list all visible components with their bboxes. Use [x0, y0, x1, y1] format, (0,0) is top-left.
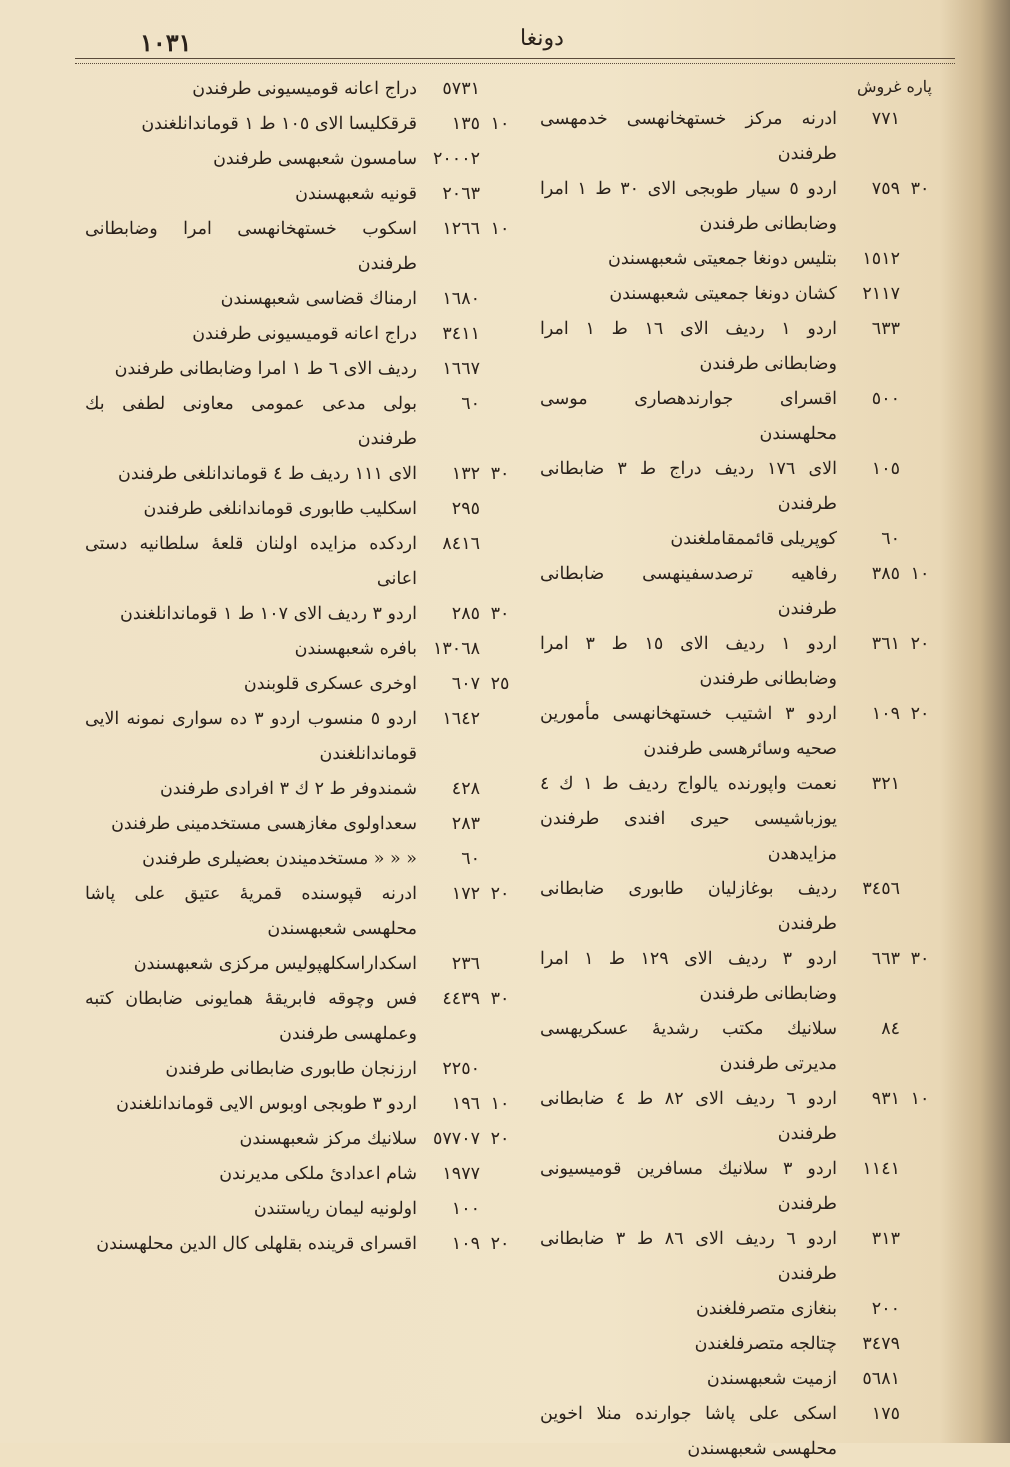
- header-rule: [75, 58, 955, 64]
- entry-description: رديف الاى ٦ ط ١ امرا وضابطانى طرفندن: [114, 359, 417, 379]
- ledger-entry: [540, 102, 940, 172]
- currency-heading: پاره غروش: [857, 77, 932, 96]
- entry-amount: ١٠٥: [871, 459, 900, 479]
- entry-amount: ١٣٢: [451, 464, 480, 484]
- entry-amount: ٣٤٧٩: [862, 1334, 900, 1354]
- entry-description: رفاهيه ترصدسفينهسى ضابطانى طرفندن: [540, 564, 837, 619]
- entry-description: بنغازى متصرفلغندن: [695, 1299, 837, 1319]
- entry-description: ازميت شعبهسندن: [706, 1369, 837, 1389]
- entry-description: ادرنه مركز خستهخانهسى خدمهسى طرفندن: [540, 109, 837, 164]
- entry-description: قونيه شعبهسندن: [295, 184, 417, 204]
- entry-amount: ١٩٧٧: [442, 1164, 480, 1184]
- entry-amount: ٢٠٠: [871, 1299, 900, 1319]
- entry-description: دراج اعانه قوميسيونى طرفندن: [192, 79, 417, 99]
- ledger-entry: [540, 522, 940, 557]
- entry-description: اردو ٣ سلانيك مسافرين قوميسيونى طرفندن: [540, 1159, 837, 1214]
- ledger-entry: [540, 872, 940, 942]
- entry-amount: ١٠٩: [871, 704, 900, 724]
- entry-amount: ١٦٤٢: [442, 709, 480, 729]
- entry-description: اردو ٣ طوبجى اوبوس الايى قوماندانلغندن: [116, 1094, 417, 1114]
- entry-description: اردو ١ رديف الاى ١٥ ط ٣ امرا وضابطانى طرفندن: [540, 634, 837, 689]
- page-number: ١٠٣١: [140, 28, 192, 57]
- entry-amount: ١٣٥: [451, 114, 480, 134]
- entry-amount: ٢١١٧: [862, 284, 900, 304]
- entry-piastres: ٣٠: [490, 464, 510, 484]
- ledger-entry: [85, 1087, 520, 1122]
- entry-amount: ٧٥٩: [871, 179, 900, 199]
- entry-description: اردو ٦ رديف الاى ٨٦ ط ٣ ضابطانى طرفندن: [540, 1229, 837, 1284]
- ledger-entry: [85, 1122, 520, 1157]
- entry-amount: ٣٨٥: [871, 564, 900, 584]
- entry-piastres: ٢٠: [910, 634, 930, 654]
- ledger-entry: [540, 1152, 940, 1222]
- right-entries-list: [540, 102, 940, 1467]
- ledger-entry: [540, 1362, 940, 1397]
- entry-description: بتليس دونغا جمعيتى شعبهسندن: [607, 249, 837, 269]
- entry-piastres: ١٠: [490, 1094, 510, 1114]
- entry-description: قرقكليسا الاى ١٠٥ ط ١ قوماندانلغندن: [141, 114, 417, 134]
- entry-amount: ٨٤: [881, 1019, 900, 1039]
- entry-description: سلانيك مركز شعبهسندن: [239, 1129, 417, 1149]
- entry-amount: ٦٠: [461, 849, 480, 869]
- ledger-entry: [85, 842, 520, 877]
- entry-piastres: ٣٠: [910, 949, 930, 969]
- entry-description: بافره شعبهسندن: [294, 639, 417, 659]
- entry-description: اردو ٣ رديف الاى ١٠٧ ط ١ قوماندانلغندن: [120, 604, 417, 624]
- entry-amount: ١١٤١: [862, 1159, 900, 1179]
- entry-amount: ١٧٢: [451, 884, 480, 904]
- ledger-entry: [85, 1052, 520, 1087]
- ledger-entry: [85, 702, 520, 772]
- entry-amount: ٥٦٨١: [862, 1369, 900, 1389]
- ledger-entry: [85, 457, 520, 492]
- ledger-entry: [85, 177, 520, 212]
- entry-piastres: ١٠: [490, 114, 510, 134]
- entry-description: اسكى على پاشا جوارنده منلا اخوين محلهسى شعبهسندن: [540, 1404, 837, 1459]
- entry-description: الاى ١١١ رديف ط ٤ قوماندانلغى طرفندن: [118, 464, 417, 484]
- entry-piastres: ٢٠: [490, 884, 510, 904]
- entry-description: اسكليب طابورى قوماندانلغى طرفندن: [143, 499, 417, 519]
- entry-description: فس وچوقه فابريقهٔ همايونى ضابطان كتبه وعملهسى طرفندن: [85, 989, 417, 1044]
- ledger-entry: [540, 767, 940, 872]
- entry-description: اسكداراسكلهپوليس مركزى شعبهسندن: [133, 954, 417, 974]
- entry-amount: ٦٦٣: [871, 949, 900, 969]
- entry-amount: ٩٣١: [871, 1089, 900, 1109]
- entry-description: اقسراى جوارندهصارى موسى محلهسندن: [540, 389, 837, 444]
- entry-description: اردو ١ رديف الاى ١٦ ط ١ امرا وضابطانى طرفندن: [540, 319, 837, 374]
- entry-amount: ٦٠: [461, 394, 480, 414]
- ledger-entry: [540, 172, 940, 242]
- entry-description: كوپريلى قائممقاملغندن: [670, 529, 837, 549]
- ledger-entry: [540, 1327, 940, 1362]
- ledger-entry: [540, 312, 940, 382]
- entry-description: نعمت واپورنده يالواج رديف ط ١ ك ٤ يوزباشيسى حيرى افندى طرفندن مزايدهدن: [540, 774, 837, 864]
- entry-amount: ٦٠: [881, 529, 900, 549]
- entry-description: شام اعدادئ ملكى مديرندن: [219, 1164, 417, 1184]
- entry-piastres: ٣٠: [490, 604, 510, 624]
- ledger-entry: [85, 807, 520, 842]
- entry-piastres: ٢٠: [910, 704, 930, 724]
- entry-amount: ١٧٥: [871, 1404, 900, 1424]
- ledger-entry: [85, 282, 520, 317]
- entry-amount: ٢٩٥: [451, 499, 480, 519]
- entry-amount: ٥٧٣١: [442, 79, 480, 99]
- ledger-entry: [540, 1012, 940, 1082]
- entry-amount: ٤٤٣٩: [442, 989, 480, 1009]
- running-title: دونغا: [520, 26, 564, 51]
- ledger-entry: [85, 1192, 520, 1227]
- ledger-entry: [85, 772, 520, 807]
- entry-description: اردو ٥ سيار طوبجى الاى ٣٠ ط ١ امرا وضابطانى طرفندن: [540, 179, 837, 234]
- ledger-entry: [540, 557, 940, 627]
- ledger-entry: [85, 947, 520, 982]
- ledger-entry: [85, 1157, 520, 1192]
- entry-description: رديف بوغازليان طابورى ضابطانى طرفندن: [540, 879, 837, 934]
- entry-amount: ١٠٠: [451, 1199, 480, 1219]
- ledger-entry: [540, 452, 940, 522]
- entry-amount: ١٣٠٦٨: [433, 639, 480, 659]
- ledger-entry: [540, 1222, 940, 1292]
- entry-amount: ٦٠٧: [451, 674, 480, 694]
- entry-description: دراج اعانه قوميسيونى طرفندن: [192, 324, 417, 344]
- entry-piastres: ٣٠: [490, 989, 510, 1009]
- entry-amount: ٢٣٦: [451, 954, 480, 974]
- entry-amount: ٤٢٨: [451, 779, 480, 799]
- ledger-entry: [540, 242, 940, 277]
- entry-amount: ٢٢٥٠: [442, 1059, 480, 1079]
- ledger-entry: [85, 387, 520, 457]
- entry-amount: ٢٠٠٠٢: [433, 149, 480, 169]
- entry-amount: ٢٨٣: [451, 814, 480, 834]
- entry-amount: ٣٢١: [871, 774, 900, 794]
- ledger-entry: [85, 352, 520, 387]
- entry-amount: ١٦٨٠: [442, 289, 480, 309]
- entry-amount: ٢٠٦٣: [442, 184, 480, 204]
- ledger-entry: [85, 107, 520, 142]
- entry-amount: ١٩٦: [451, 1094, 480, 1114]
- page-header: [40, 18, 960, 58]
- ledger-entry: [85, 877, 520, 947]
- ledger-entry: [85, 597, 520, 632]
- entry-description: ارمناك قضاسى شعبهسندن: [220, 289, 417, 309]
- entry-piastres: ١٠: [910, 1089, 930, 1109]
- entry-description: سلانيك مكتب رشديهٔ عسكريهسى مديرتى طرفندن: [540, 1019, 837, 1074]
- entry-description: كشان دونغا جمعيتى شعبهسندن: [609, 284, 837, 304]
- entry-amount: ٣٤٥٦: [862, 879, 900, 899]
- entry-piastres: ٢٥: [490, 674, 510, 694]
- entry-amount: ٥٠٠: [871, 389, 900, 409]
- entry-description: « « « مستخدميندن بعضيلرى طرفندن: [142, 849, 417, 869]
- entry-amount: ١٢٦٦: [442, 219, 480, 239]
- entry-description: الاى ١٧٦ رديف دراج ط ٣ ضابطانى طرفندن: [540, 459, 837, 514]
- entry-piastres: ١٠: [910, 564, 930, 584]
- entry-description: اسكوب خستهخانهسى امرا وضابطانى طرفندن: [85, 219, 417, 274]
- ledger-entry: [540, 1082, 940, 1152]
- entry-description: سامسون شعبهسى طرفندن: [213, 149, 417, 169]
- entry-amount: ١٦٦٧: [442, 359, 480, 379]
- entry-amount: ٢٨٥: [451, 604, 480, 624]
- ledger-entry: [540, 697, 940, 767]
- entry-amount: ١٥١٢: [862, 249, 900, 269]
- ledger-entry: [85, 317, 520, 352]
- ledger-entry: [540, 1292, 940, 1327]
- entry-amount: ٥٧٧٠٧: [433, 1129, 480, 1149]
- entry-description: اوخرى عسكرى قلوبندن: [243, 674, 417, 694]
- entry-description: سعداولوى مغازهسى مستخدمينى طرفندن: [111, 814, 417, 834]
- entry-description: اولونيه ليمان رياستندن: [253, 1199, 417, 1219]
- entry-amount: ٣١٣: [871, 1229, 900, 1249]
- entry-amount: ١٠٩: [451, 1234, 480, 1254]
- entry-piastres: ٣٠: [910, 179, 930, 199]
- ledger-entry: [85, 1227, 520, 1262]
- entry-amount: ٧٧١: [871, 109, 900, 129]
- ledger-entry: [85, 212, 520, 282]
- ledger-entry: [85, 72, 520, 107]
- ledger-entry: [85, 632, 520, 667]
- entry-description: اردكده مزايده اولنان قلعهٔ سلطانيه دستى اعانى: [85, 534, 417, 589]
- ledger-entry: [540, 627, 940, 697]
- entry-piastres: ١٠: [490, 219, 510, 239]
- entry-description: اردو ٣ اشتيب خستهخانهسى مأمورين صحيه وسائرهسى طرفندن: [540, 704, 837, 759]
- entry-piastres: ٢٠: [490, 1129, 510, 1149]
- entry-amount: ٨٤١٦: [442, 534, 480, 554]
- right-column: [540, 72, 940, 1467]
- ledger-entry: [85, 667, 520, 702]
- ledger-entry: [85, 142, 520, 177]
- ledger-entry: [540, 942, 940, 1012]
- entry-description: اردو ٦ رديف الاى ٨٢ ط ٤ ضابطانى طرفندن: [540, 1089, 837, 1144]
- left-column: [85, 72, 520, 1262]
- entry-description: ارزنجان طابورى ضابطانى طرفندن: [165, 1059, 417, 1079]
- ledger-entry: [540, 382, 940, 452]
- entry-description: ادرنه قپوسنده قمريهٔ عتيق على پاشا محلهسى شعبهسندن: [85, 884, 417, 939]
- entry-amount: ٦٣٣: [871, 319, 900, 339]
- entry-description: بولى مدعى عمومى معاونى لطفى بك طرفندن: [85, 394, 417, 449]
- entry-description: اردو ٣ رديف الاى ١٢٩ ط ١ امرا وضابطانى طرفندن: [540, 949, 837, 1004]
- entry-description: اقسراى قرينده بقلهلى كال الدين محلهسندن: [96, 1234, 417, 1254]
- ledger-entry: [540, 277, 940, 312]
- ledger-entry: [85, 527, 520, 597]
- ledger-entry: [85, 982, 520, 1052]
- entry-description: اردو ٥ منسوب اردو ٣ ده سوارى نمونه الايى قوماندانلغندن: [85, 709, 417, 764]
- entry-description: چتالجه متصرفلغندن: [694, 1334, 837, 1354]
- ledger-entry: [540, 1397, 940, 1467]
- ledger-entry: [85, 492, 520, 527]
- entry-amount: ٣٦١: [871, 634, 900, 654]
- entry-amount: ٣٤١١: [442, 324, 480, 344]
- entry-description: شمندوفر ط ٢ ك ٣ افرادى طرفندن: [159, 779, 417, 799]
- entry-piastres: ٢٠: [490, 1234, 510, 1254]
- left-entries-list: [85, 72, 520, 1262]
